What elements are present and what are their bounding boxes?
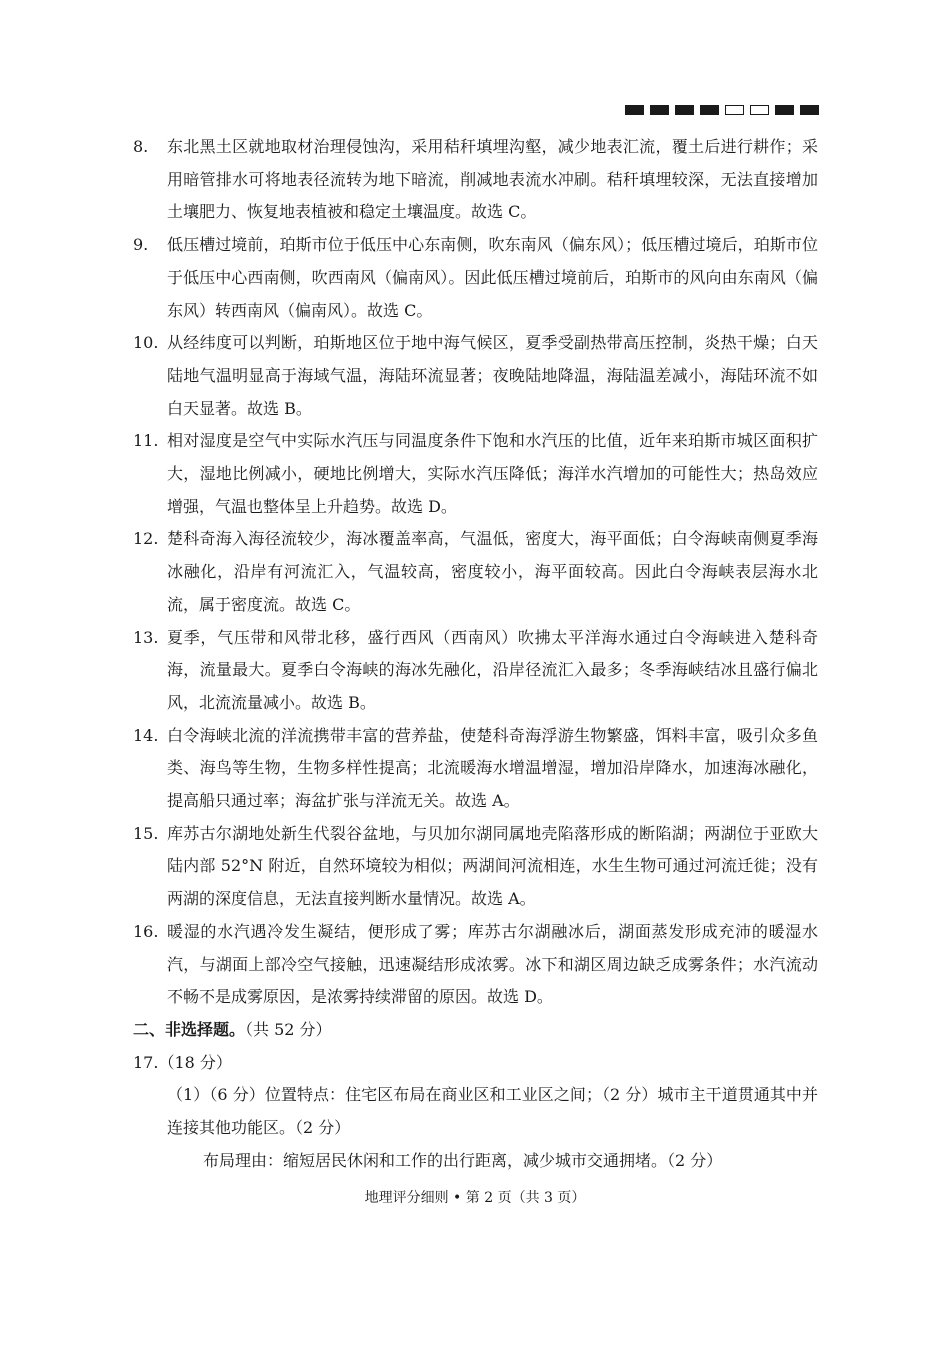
answer-item	[133, 523, 818, 621]
question-17-heading	[133, 1047, 818, 1080]
question-score: （18 分）	[158, 1052, 232, 1072]
question-number: 17.	[133, 1052, 159, 1072]
header-mark	[675, 105, 694, 115]
header-mark	[650, 105, 669, 115]
answer-item	[133, 622, 818, 720]
section-score: （共 52 分）	[245, 1019, 332, 1039]
section-heading	[133, 1014, 818, 1047]
item-text: 东北黑土区就地取材治理侵蚀沟，采用秸秆填埋沟壑，减少地表汇流，覆土后进行耕作；采用暗管排水可将地表径流转为地下暗流，削减地表流水冲刷。秸秆填埋较深，无法直接增加土壤肥力、恢复地表植被和稳定土壤温度。故选 C。	[167, 137, 818, 222]
header-mark	[750, 105, 769, 115]
header-mark	[700, 105, 719, 115]
item-text: 楚科奇海入海径流较少，海冰覆盖率高，气温低，密度大，海平面低；白令海峡南侧夏季海冰融化，沿岸有河流汇入，气温较高，密度较小，海平面较高。因此白令海峡表层海水北流，属于密度流。故选 C。	[167, 529, 818, 614]
answer-item	[133, 327, 818, 425]
item-number: 11.	[133, 431, 159, 451]
item-number: 10.	[133, 333, 159, 353]
answer-item	[133, 425, 818, 523]
item-text: 夏季，气压带和风带北移，盛行西风（西南风）吹拂太平洋海水通过白令海峡进入楚科奇海，流量最大。夏季白令海峡的海冰先融化，沿岸径流汇入最多；冬季海峡结冰且盛行偏北风，北流流量减小。故选 B。	[167, 627, 818, 712]
item-number: 8.	[133, 137, 149, 156]
header-mark	[775, 105, 794, 115]
item-text: 低压槽过境前，珀斯市位于低压中心东南侧，吹东南风（偏东风）；低压槽过境后，珀斯市位于低压中心西南侧，吹西南风（偏南风）。因此低压槽过境前后，珀斯市的风向由东南风（偏东风）转西南风（偏南风）。故选 C。	[167, 235, 818, 320]
item-text: 从经纬度可以判断，珀斯地区位于地中海气候区，夏季受副热带高压控制，炎热干燥；白天陆地气温明显高于海域气温，海陆环流显著；夜晚陆地降温，海陆温差减小，海陆环流不如白天显著。故选 B。	[167, 333, 818, 418]
answer-item	[133, 720, 818, 818]
answer-item	[133, 131, 818, 229]
section-title: 二、非选择题。	[133, 1019, 246, 1039]
header-mark	[625, 105, 644, 115]
item-text: 库苏古尔湖地处新生代裂谷盆地，与贝加尔湖同属地壳陷落形成的断陷湖；两湖位于亚欧大陆内部 52°N 附近，自然环境较为相似；两湖间河流相连，水生生物可通过河流迁徙；没有两湖的深度信息，无法直接判断水量情况。故选 A。	[167, 823, 818, 909]
question-17-reason: 布局理由：缩短居民休闲和工作的出行距离，减少城市交通拥堵。（2 分）	[203, 1150, 723, 1170]
item-text: 暖湿的水汽遇冷发生凝结，便形成了雾；库苏古尔湖融冰后，湖面蒸发形成充沛的暖湿水汽，与湖面上部冷空气接触，迅速凝结形成浓雾。冰下和湖区周边缺乏成雾条件；水汽流动不畅不是成雾原因，是浓雾持续滞留的原因。故选 D。	[167, 921, 818, 1007]
item-text: 相对湿度是空气中实际水汽压与同温度条件下饱和水汽压的比值，近年来珀斯市城区面积扩大，湿地比例减小，硬地比例增大，实际水汽压降低；海洋水汽增加的可能性大；热岛效应增强，气温也整体呈上升趋势。故选 D。	[167, 431, 818, 516]
item-number: 9.	[133, 235, 149, 255]
item-text: 白令海峡北流的洋流携带丰富的营养盐，使楚科奇海浮游生物繁盛，饵料丰富，吸引众多鱼类、海鸟等生物，生物多样性提高；北流暖海水增温增湿，增加沿岸降水，加速海冰融化，提高船只通过率；海盆扩张与洋流无关。故选 A。	[167, 725, 818, 811]
answer-item	[133, 818, 818, 916]
item-number: 13.	[133, 627, 159, 647]
header-marks	[625, 105, 819, 115]
header-mark	[800, 105, 819, 115]
item-number: 12.	[133, 529, 159, 549]
page-footer: 地理评分细则 • 第 2 页（共 3 页）	[364, 1190, 586, 1206]
answer-item	[133, 229, 818, 327]
document-body	[133, 131, 818, 1178]
item-number: 15.	[133, 823, 159, 843]
item-number: 16.	[133, 921, 159, 941]
answer-item	[133, 916, 818, 1014]
item-number: 14.	[133, 725, 159, 745]
header-mark	[725, 105, 744, 115]
question-17-part1: （1）（6 分）位置特点：住宅区布局在商业区和工业区之间；（2 分）城市主干道贯通其中并连接其他功能区。（2 分）	[167, 1085, 818, 1138]
